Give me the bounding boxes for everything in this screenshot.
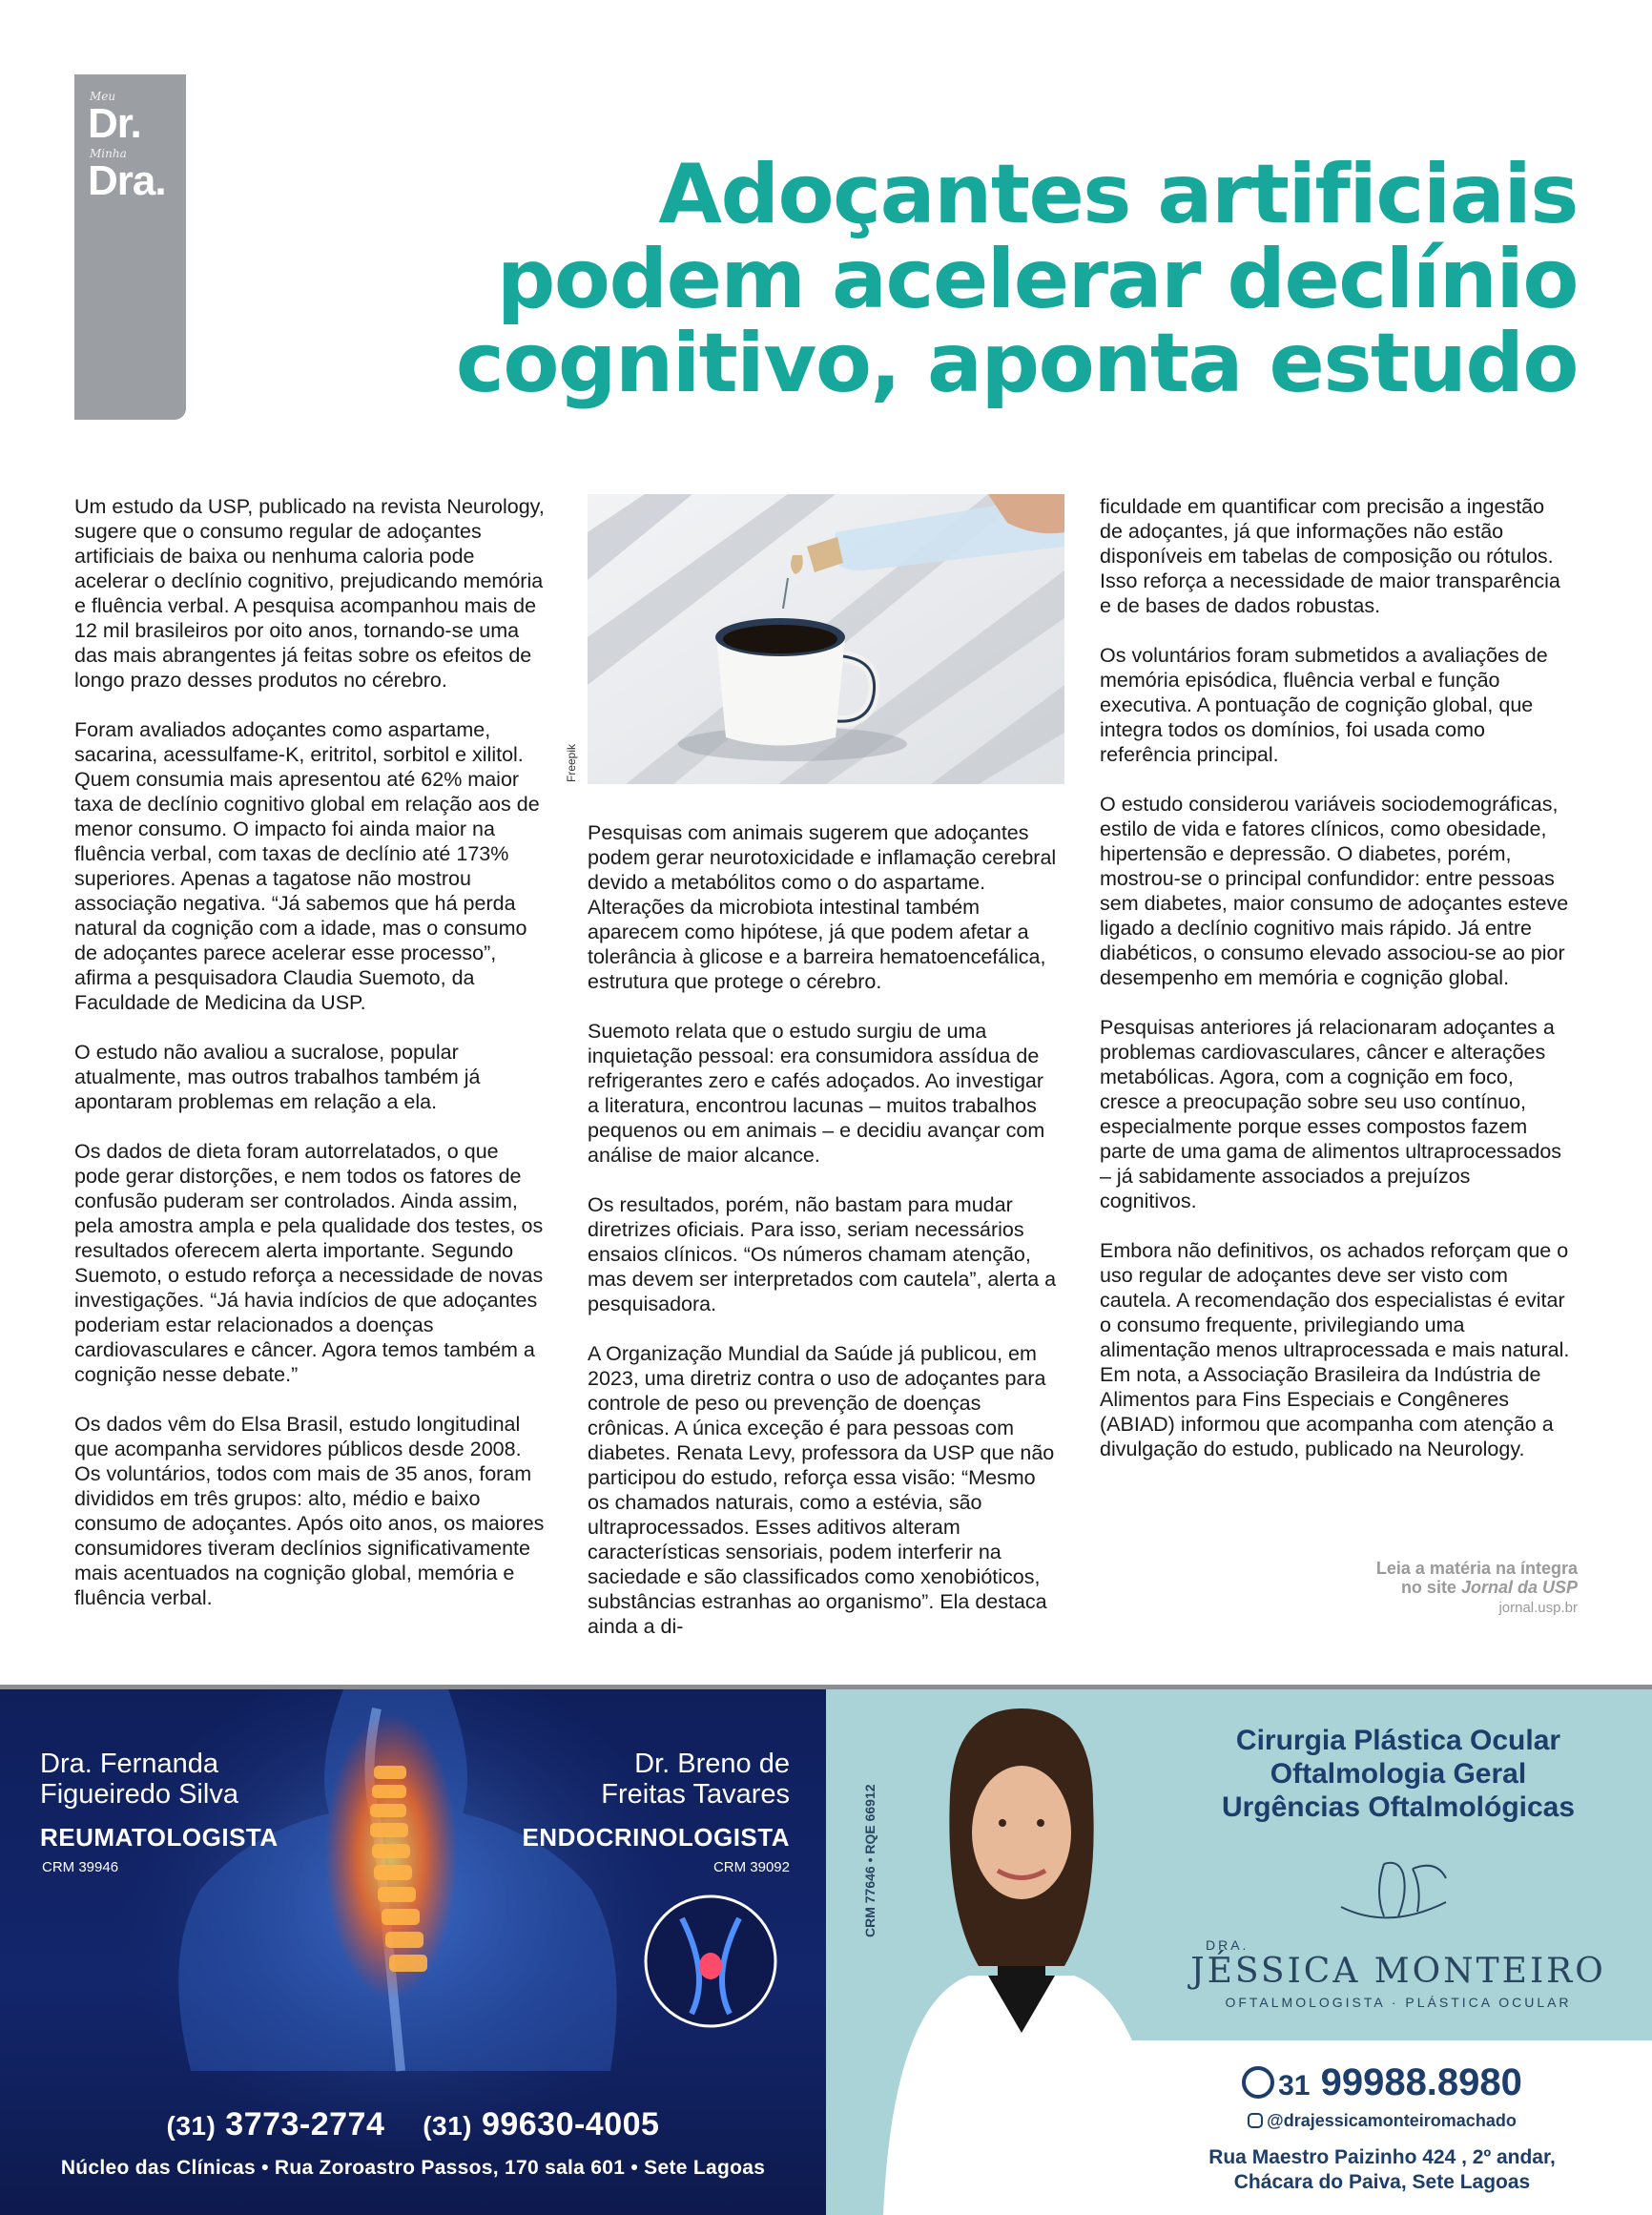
paragraph: Pesquisas anteriores já relacionaram adoçantes a problemas cardiovasculares, câncer e alterações metabólicas. Agora, com a cognição em foco, cresce a preocupação sobre seu uso contínuo, especialmente porque esses compostos fazem parte de uma gama de alimentos ultraprocessados – já sabidamente associados a prejuízos cognitivos. bbox=[1100, 1016, 1562, 1212]
doctor2-specialty: ENDOCRINOLOGISTA bbox=[522, 1823, 790, 1852]
phone1-ddd: (31) bbox=[166, 2111, 217, 2141]
source-line-2 bbox=[1376, 1578, 1578, 1597]
headline bbox=[338, 147, 1578, 412]
article-photo bbox=[588, 494, 1064, 784]
section-tab bbox=[74, 74, 186, 420]
paragraph: ficuldade em quantificar com precisão a ingestão de adoçantes, já que informações não estão disponíveis em tabelas de composição ou rótulos. Isso reforça a necessidade de maior transparência e de bases de dados robustas. bbox=[1100, 495, 1560, 617]
article-column-3 bbox=[1100, 494, 1571, 1486]
doctor1-name-line-1: Dra. Fernanda bbox=[40, 1749, 218, 1779]
phone-ddd: 31 bbox=[1278, 2070, 1311, 2101]
doctor1-name-line-2: Figueiredo Silva bbox=[40, 1779, 238, 1810]
section-dra: Dra. bbox=[88, 157, 166, 204]
source-line-2-prefix: no site bbox=[1400, 1578, 1461, 1597]
paragraph: Os dados vêm do Elsa Brasil, estudo longitudinal que acompanha servidores públicos desde 2008. Os voluntários, todos com mais de 35 anos, foram divididos em três grupos: alto, médio e baixo consumo de adoçantes. Após oito anos, os maiores consumidores tiveram declínios significativamente mais acentuados na cognição global, memória e fluência verbal. bbox=[74, 1413, 545, 1609]
doctor-role: OFTALMOLOGISTA · PLÁSTICA OCULAR bbox=[1225, 1995, 1572, 2010]
office-address bbox=[1112, 2145, 1652, 2195]
whatsapp-icon bbox=[1242, 2066, 1274, 2099]
clinic-phones bbox=[0, 2106, 826, 2143]
article-column-1 bbox=[74, 494, 546, 1635]
ad-ophthalmology bbox=[826, 1689, 1652, 2215]
source-line-1: Leia a matéria na íntegra bbox=[1375, 1559, 1578, 1578]
source-site-name: Jornal da USP bbox=[1460, 1578, 1578, 1597]
coffee-cup-image bbox=[588, 494, 1064, 784]
paragraph: O estudo considerou variáveis sociodemográficas, estilo de vida e fatores clínicos, como obesidade, hipertensão e depressão. O diabetes, porém, mostrou-se o principal confundidor: entre pessoas sem diabetes, maior consumo de adoçantes esteve ligado a declínio cognitivo mais rápido. Já entre diabéticos, o consumo elevado associou-se ao pior desempenho em memória e cognição global. bbox=[1100, 793, 1569, 989]
phone-number: 99988.8980 bbox=[1320, 2061, 1522, 2103]
section-dr: Dr. bbox=[88, 100, 141, 147]
doctor1-crm: CRM 39946 bbox=[42, 1859, 119, 1875]
doctor2-name-line-2: Freitas Tavares bbox=[601, 1779, 790, 1810]
paragraph: A Organização Mundial da Saúde já publicou, em 2023, uma diretriz contra o uso de adoçantes para controle de peso ou prevenção de doenças crônicas. A única exceção é para pessoas com diabetes. Renata Levy, professora da USP que não participou do estudo, reforça essa visão: “Mesmo os chamados naturais, como a estévia, são ultraprocessados. Esses aditivos alteram características sensoriais, podem interferir na saciedade e são classificados como xenobióticos, substâncias estranhas ao organismo”. Ela destaca ainda a di- bbox=[588, 1342, 1055, 1638]
service-3: Urgências Oftalmológicas bbox=[1221, 1791, 1576, 1823]
instagram-text: @drajessicamonteiromachado bbox=[1267, 2111, 1517, 2130]
contact-box bbox=[1112, 2040, 1652, 2215]
phone1[interactable]: 3773-2774 bbox=[225, 2106, 385, 2143]
phone2-ddd: (31) bbox=[423, 2111, 472, 2141]
office-address-line-2: Chácara do Paiva, Sete Lagoas bbox=[1233, 2171, 1531, 2193]
doctor-brand bbox=[1179, 1937, 1618, 2010]
paragraph: Os voluntários foram submetidos a avaliações de memória episódica, fluência verbal e função executiva. A pontuação de cognição global, que integra todos os domínios, foi usada como referência principal. bbox=[1100, 644, 1548, 766]
doctor1-specialty: REUMATOLOGISTA bbox=[40, 1823, 279, 1852]
doctor2-name bbox=[601, 1749, 790, 1810]
jm-monogram-logo bbox=[1332, 1850, 1465, 1936]
paragraph: O estudo não avaliou a sucralose, popular atualmente, mas outros trabalhos também já apontaram problemas em relação a ela. bbox=[74, 1041, 481, 1113]
doctor2-crm: CRM 39092 bbox=[712, 1859, 790, 1875]
paragraph: Os dados de dieta foram autorrelatados, o que pode gerar distorções, e nem todos os fatores de confusão puderam ser controlados. Ainda assim, pela amostra ampla e pela qualidade dos testes, os resultados oferecem alerta importante. Segundo Suemoto, o estudo reforça a necessidade de novas investigações. “Já havia indícios de que adoçantes poderiam estar relacionados a doenças cardiovasculares e câncer. Agora temos também a cognição nesse debate.” bbox=[74, 1140, 544, 1386]
section-script-top: Meu bbox=[90, 90, 116, 103]
source-note bbox=[1376, 1559, 1578, 1618]
source-url[interactable]: jornal.usp.br bbox=[1498, 1600, 1578, 1616]
paragraph: Um estudo da USP, publicado na revista Neurology, sugere que o consumo regular de adoçantes artificiais de baixa ou nenhuma caloria pode acelerar o declínio cognitivo, prejudicando memória e fluência verbal. A pesquisa acompanhou mais de 12 mil brasileiros por oito anos, tornando-se uma das mais abrangentes já feitas sobre os efeitos de longo prazo desses produtos no cérebro. bbox=[74, 495, 545, 692]
ad-clinic bbox=[0, 1689, 826, 2215]
headline-line-2: podem acelerar declínio bbox=[496, 231, 1578, 327]
paragraph: Embora não definitivos, os achados reforçam que o uso regular de adoçantes deve ser visto com cautela. A recomendação dos especialistas é evitar o consumo frequente, privilegiando uma alimentação menos ultraprocessada e mais natural. Em nota, a Associação Brasileira da Indústria de Alimentos para Fins Especiais e Congêneres (ABIAD) informou que acompanha com atenção a divulgação do estudo, publicado na Neurology. bbox=[1100, 1239, 1570, 1460]
paragraph: Pesquisas com animais sugerem que adoçantes podem gerar neurotoxicidade e inflamação cerebral devido a metabólitos como o do aspartame. Alterações da microbiota intestinal também aparecem como hipótese, já que podem afetar a tolerância à glicose e a barreira hematoencefálica, estrutura que protege o cérebro. bbox=[588, 821, 1057, 993]
article-column-2 bbox=[588, 820, 1059, 1664]
doctor2-name-line-1: Dr. Breno de bbox=[634, 1749, 790, 1779]
instagram-icon bbox=[1248, 2113, 1263, 2128]
section-script-mid: Minha bbox=[90, 147, 127, 160]
clinic-address: Núcleo das Clínicas • Rua Zoroastro Passos, 170 sala 601 • Sete Lagoas bbox=[60, 2157, 766, 2179]
paragraph: Os resultados, porém, não bastam para mudar diretrizes oficiais. Para isso, seriam necessários ensaios clínicos. “Os números chamam atenção, mas devem ser interpretados com cautela”, alerta a pesquisadora. bbox=[588, 1193, 1057, 1315]
doctor1-name bbox=[40, 1749, 238, 1810]
service-2: Oftalmologia Geral bbox=[1270, 1758, 1527, 1790]
doctor-crm-vertical: CRM 77646 • RQE 66912 bbox=[862, 1784, 878, 1937]
photo-credit: Freepik bbox=[565, 743, 578, 782]
phone2[interactable]: 99630-4005 bbox=[481, 2106, 660, 2143]
instagram-handle[interactable] bbox=[1112, 2111, 1652, 2131]
service-1: Cirurgia Plástica Ocular bbox=[1235, 1725, 1561, 1756]
services-list bbox=[1179, 1724, 1618, 1824]
doctor-name: JÉSSICA MONTEIRO bbox=[1190, 1952, 1606, 1991]
office-address-line-1: Rua Maestro Paizinho 424 , 2º andar, bbox=[1208, 2146, 1556, 2168]
paragraph: Foram avaliados adoçantes como aspartame, sacarina, acessulfame-K, eritritol, sorbitol e xilitol. Quem consumia mais apresentou até 62% maior taxa de declínio cognitivo global em relação aos de menor consumo. O impacto foi ainda maior na fluência verbal, com taxas de declínio até 173% superiores. Apenas a tagatose não mostrou associação negativa. “Já sabemos que há perda natural da cognição com a idade, mas o consumo de adoçantes parece acelerar esse processo”, afirma a pesquisadora Claudia Suemoto, da Faculdade de Medicina da USP. bbox=[74, 718, 540, 1014]
headline-line-1: Adoçantes artificiais bbox=[658, 147, 1578, 242]
whatsapp-phone[interactable] bbox=[1112, 2061, 1652, 2104]
paragraph: Suemoto relata que o estudo surgiu de uma inquietação pessoal: era consumidora assídua de refrigerantes zero e cafés adoçados. Ao investigar a literatura, encontrou lacunas – muitos trabalhos pequenos ou em animais – e decidiu avançar com análise de maior alcance. bbox=[588, 1020, 1045, 1167]
doctor-title-prefix: DRA. bbox=[1206, 1937, 1249, 1953]
headline-line-3: cognitivo, aponta estudo bbox=[455, 316, 1578, 412]
